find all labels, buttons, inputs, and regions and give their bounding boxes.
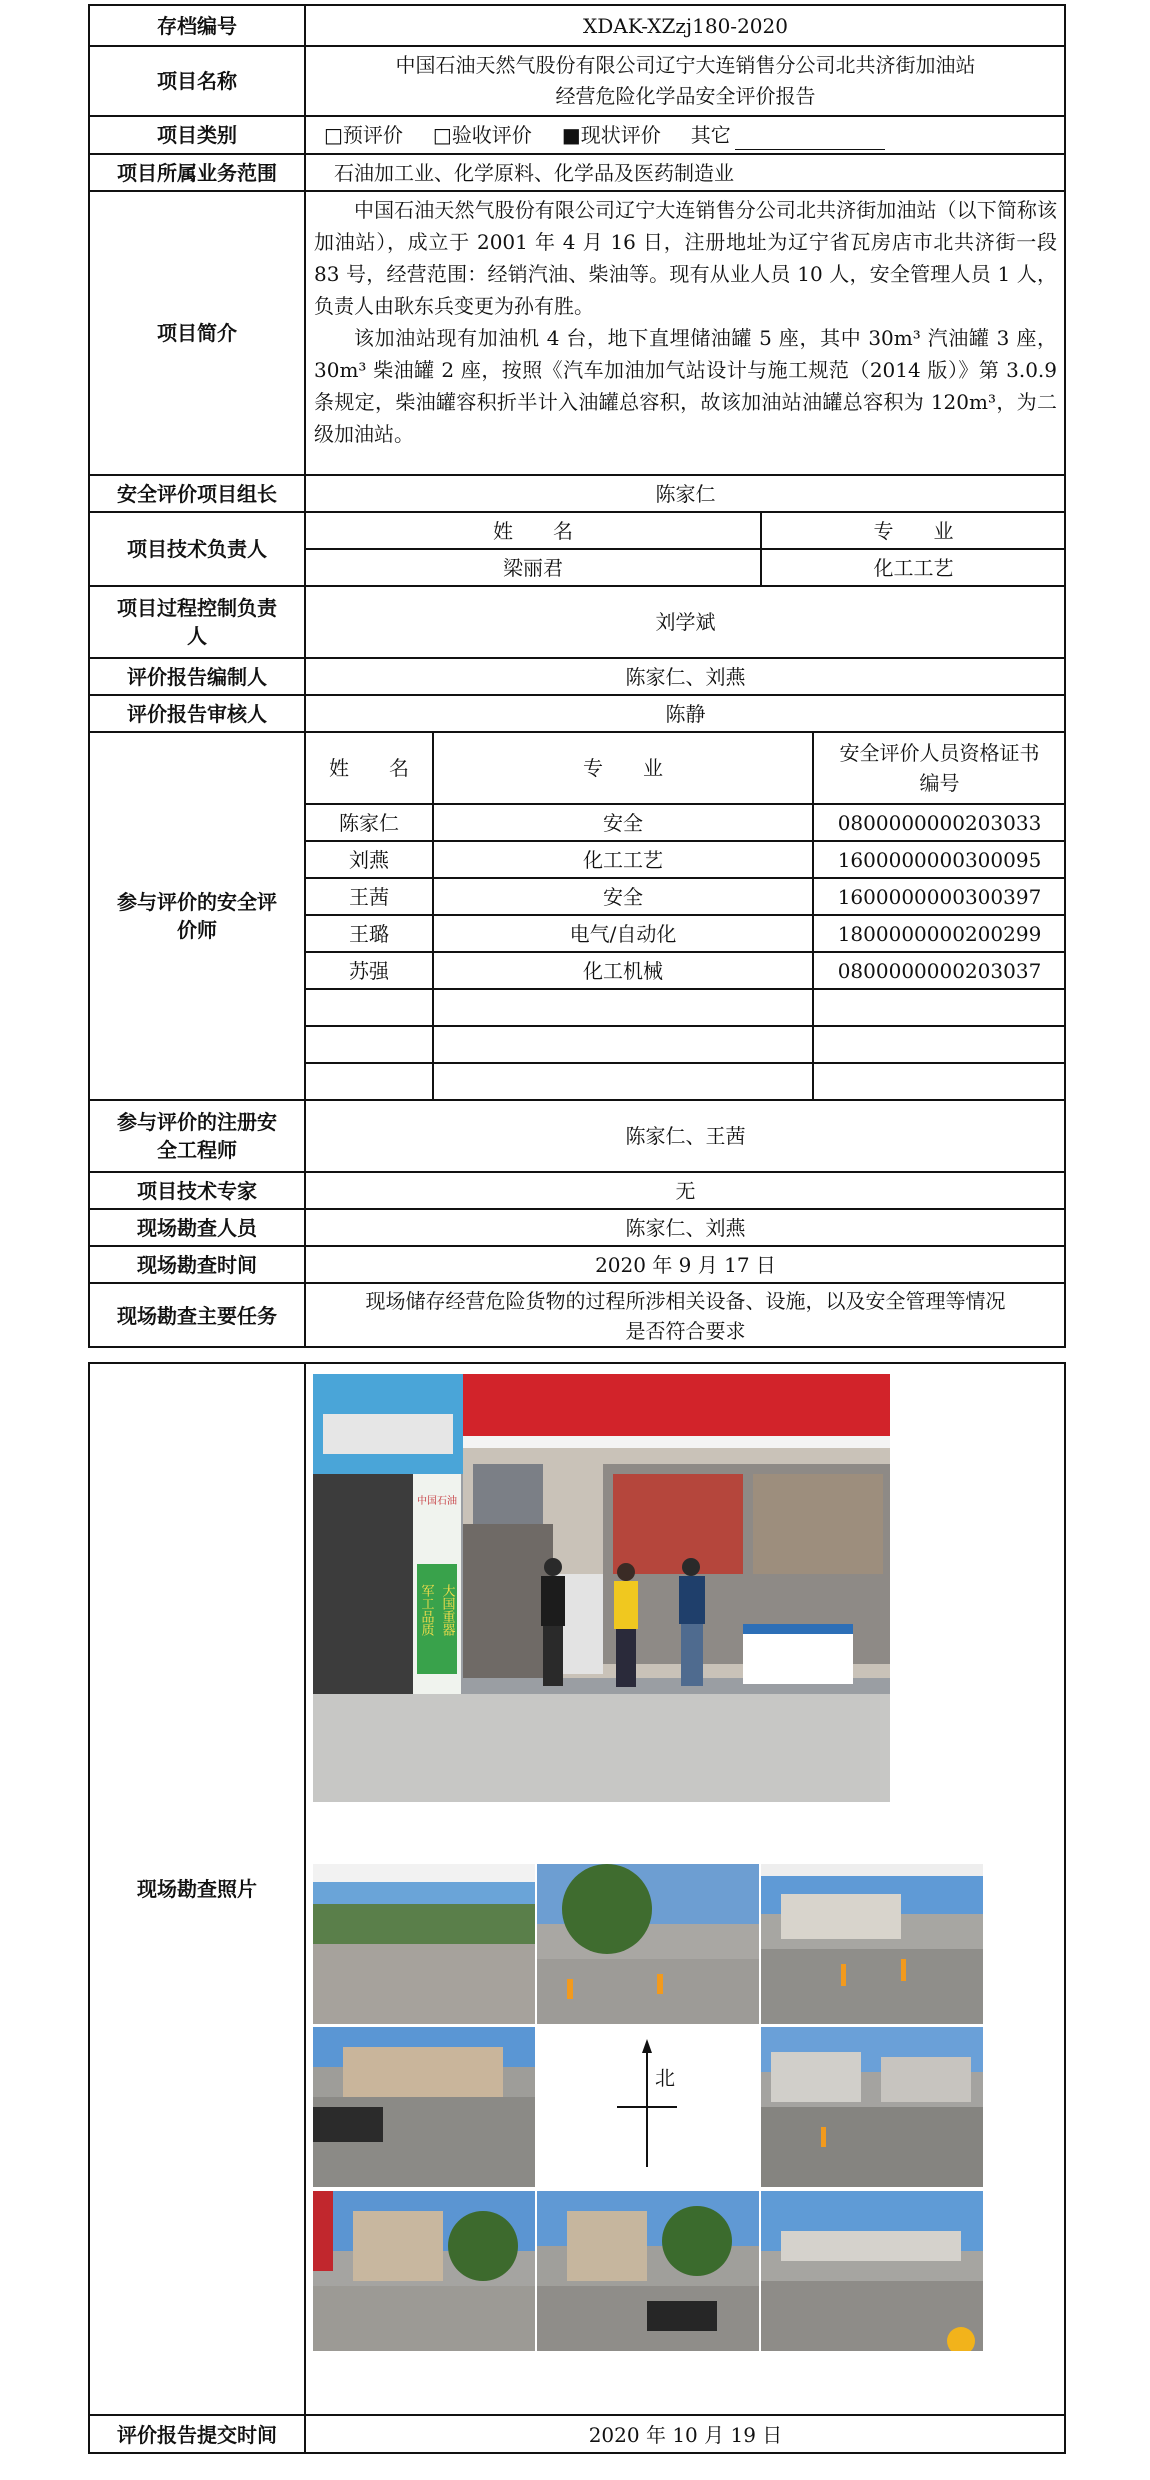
current-evaluation-text: 现状评价	[580, 123, 661, 147]
project-type-options	[306, 117, 1065, 153]
storefront-sign-left: 军工品质	[418, 1584, 434, 1636]
survey-time-value: 2020 年 9 月 17 日	[595, 1252, 776, 1277]
archive-number-value: XDAK-XZzj180-2020	[583, 13, 788, 38]
assessor-5-cert: 0800000000203037	[837, 958, 1042, 983]
assessors-label-line-2: 价师	[177, 918, 217, 942]
pre-evaluation-text: 预评价	[342, 123, 403, 147]
team-leader-value: 陈家仁	[655, 481, 716, 506]
compiler-label: 评价报告编制人	[127, 664, 267, 689]
survey-task-line-1: 现场储存经营危险货物的过程所涉相关设备、设施，以及安全管理等情况	[365, 1288, 1006, 1313]
project-name-line-1: 中国石油天然气股份有限公司辽宁大连销售分公司北共济街加油站	[395, 53, 976, 77]
storefront-banner-text: 中国石油	[417, 1496, 457, 1507]
assessors-cert-header	[814, 733, 1065, 803]
site-photo-1	[313, 1864, 535, 2024]
project-intro-paragraph-2: 该加油站现有加油机 4 台，地下直埋储油罐 5 座，其中 30m³ 汽油罐 3 座，30m³ 柴油罐 2 座，按照《汽车加油加气站设计与施工规范（2014 版）》第 3.0.9 条规定，柴油罐容积折半计入油罐总容积，故该加油站油罐总容积为 120m³，为二级加油站。	[314, 326, 1057, 446]
project-name-label: 项目名称	[157, 69, 237, 93]
pre-evaluation-checkbox: □	[324, 123, 343, 147]
site-photo-3	[761, 1864, 983, 2024]
option-current-evaluation	[562, 120, 661, 150]
survey-task-label: 现场勘查主要任务	[117, 1303, 277, 1328]
assessors-label-line-1: 参与评价的安全评	[117, 890, 277, 914]
compass-north-label: 北	[655, 2066, 675, 2090]
project-name-line-2: 经营危险化学品安全评价报告	[555, 84, 816, 108]
business-scope-label: 项目所属业务范围	[117, 160, 277, 185]
process-control-label-line-1: 项目过程控制负责	[117, 596, 277, 620]
process-control-value: 刘学斌	[655, 610, 716, 634]
reviewer-value: 陈静	[665, 701, 706, 726]
assessor-1-major: 安全	[603, 810, 643, 835]
tech-lead-name: 梁丽君	[503, 555, 563, 580]
assessor-5-name: 苏强	[349, 958, 389, 983]
engineers-value: 陈家仁、王茜	[625, 1124, 746, 1148]
process-control-label	[90, 587, 304, 657]
assessor-4-cert: 1800000000200299	[837, 921, 1042, 946]
engineers-label-line-2: 全工程师	[157, 1138, 237, 1162]
compiler-value: 陈家仁、刘燕	[625, 664, 746, 689]
submit-time-value: 2020 年 10 月 19 日	[588, 2422, 783, 2447]
storefront-sign-right: 大国重器	[439, 1584, 455, 1636]
option-acceptance-evaluation	[433, 120, 532, 150]
option-pre-evaluation	[324, 120, 403, 150]
site-photo-4	[313, 2027, 535, 2187]
acceptance-evaluation-checkbox: □	[432, 123, 452, 147]
reviewer-label: 评价报告审核人	[127, 701, 267, 726]
current-evaluation-checkbox: ■	[561, 123, 581, 147]
engineers-label	[90, 1101, 304, 1171]
option-other	[691, 120, 885, 150]
archive-number-label: 存档编号	[157, 13, 237, 38]
assessor-5-major: 化工机械	[583, 958, 663, 983]
process-control-label-line-2: 人	[187, 624, 207, 648]
site-photo-2	[537, 1864, 759, 2024]
assessors-cert-header-line-2: 编号	[919, 771, 960, 795]
site-photo-6	[313, 2191, 535, 2351]
project-intro-paragraph-1: 中国石油天然气股份有限公司辽宁大连销售分公司北共济街加油站（以下简称该加油站），成立于 2001 年 4 月 16 日，注册地址为辽宁省瓦房店市北共济街一段 83 号，经营范围：经销汽油、柴油等。现有从业人员 10 人，安全管理人员 1 人，负责人由耿东兵变更为孙有胜。	[314, 198, 1057, 318]
site-photo-8	[761, 2191, 983, 2351]
assessor-3-name: 王茜	[349, 884, 389, 909]
assessors-cert-header-line-1: 安全评价人员资格证书	[839, 741, 1040, 765]
survey-task-line-2: 是否符合要求	[625, 1318, 746, 1343]
project-type-label: 项目类别	[157, 123, 237, 147]
assessor-4-major: 电气/自动化	[569, 921, 677, 946]
assessors-major-header: 专 业	[583, 756, 663, 780]
team-leader-label: 安全评价项目组长	[117, 481, 277, 506]
survey-time-label: 现场勘查时间	[137, 1252, 257, 1277]
acceptance-evaluation-text: 验收评价	[451, 123, 532, 147]
survey-staff-label: 现场勘查人员	[137, 1215, 257, 1240]
other-text: 其它	[690, 123, 731, 147]
assessor-3-major: 安全	[603, 884, 643, 909]
assessor-3-cert: 1600000000300397	[837, 884, 1042, 909]
survey-photo-table	[88, 1362, 1066, 2454]
assessors-label	[90, 733, 304, 1099]
north-compass-panel	[537, 2027, 759, 2187]
survey-task-value	[306, 1284, 1065, 1347]
report-info-table	[88, 4, 1066, 1348]
assessors-name-header: 姓 名	[329, 756, 409, 780]
assessor-2-major: 化工工艺	[583, 847, 663, 872]
expert-label: 项目技术专家	[137, 1178, 257, 1203]
tech-lead-name-header: 姓 名	[493, 518, 573, 543]
business-scope-value: 石油加工业、化学原料、化学品及医药制造业	[334, 160, 734, 185]
survey-staff-value: 陈家仁、刘燕	[625, 1215, 746, 1240]
other-underline	[735, 127, 885, 150]
expert-value: 无	[675, 1178, 696, 1203]
site-photo-7	[537, 2191, 759, 2351]
assessor-4-name: 王璐	[349, 921, 389, 946]
site-photo-5	[761, 2027, 983, 2187]
assessor-1-cert: 0800000000203033	[837, 810, 1042, 835]
assessor-2-cert: 1600000000300095	[837, 847, 1042, 872]
tech-lead-label: 项目技术负责人	[127, 537, 267, 561]
tech-lead-major-header: 专 业	[873, 518, 954, 543]
station-storefront-photo	[313, 1374, 890, 1802]
tech-lead-major: 化工工艺	[873, 555, 954, 580]
engineers-label-line-1: 参与评价的注册安	[117, 1110, 277, 1134]
project-name-value	[306, 47, 1065, 115]
survey-photos-label: 现场勘查照片	[137, 1877, 257, 1901]
project-intro-label: 项目简介	[157, 321, 237, 345]
assessor-2-name: 刘燕	[349, 847, 389, 872]
project-intro-text	[306, 192, 1065, 474]
assessor-1-name: 陈家仁	[339, 810, 399, 835]
submit-time-label: 评价报告提交时间	[117, 2422, 277, 2447]
